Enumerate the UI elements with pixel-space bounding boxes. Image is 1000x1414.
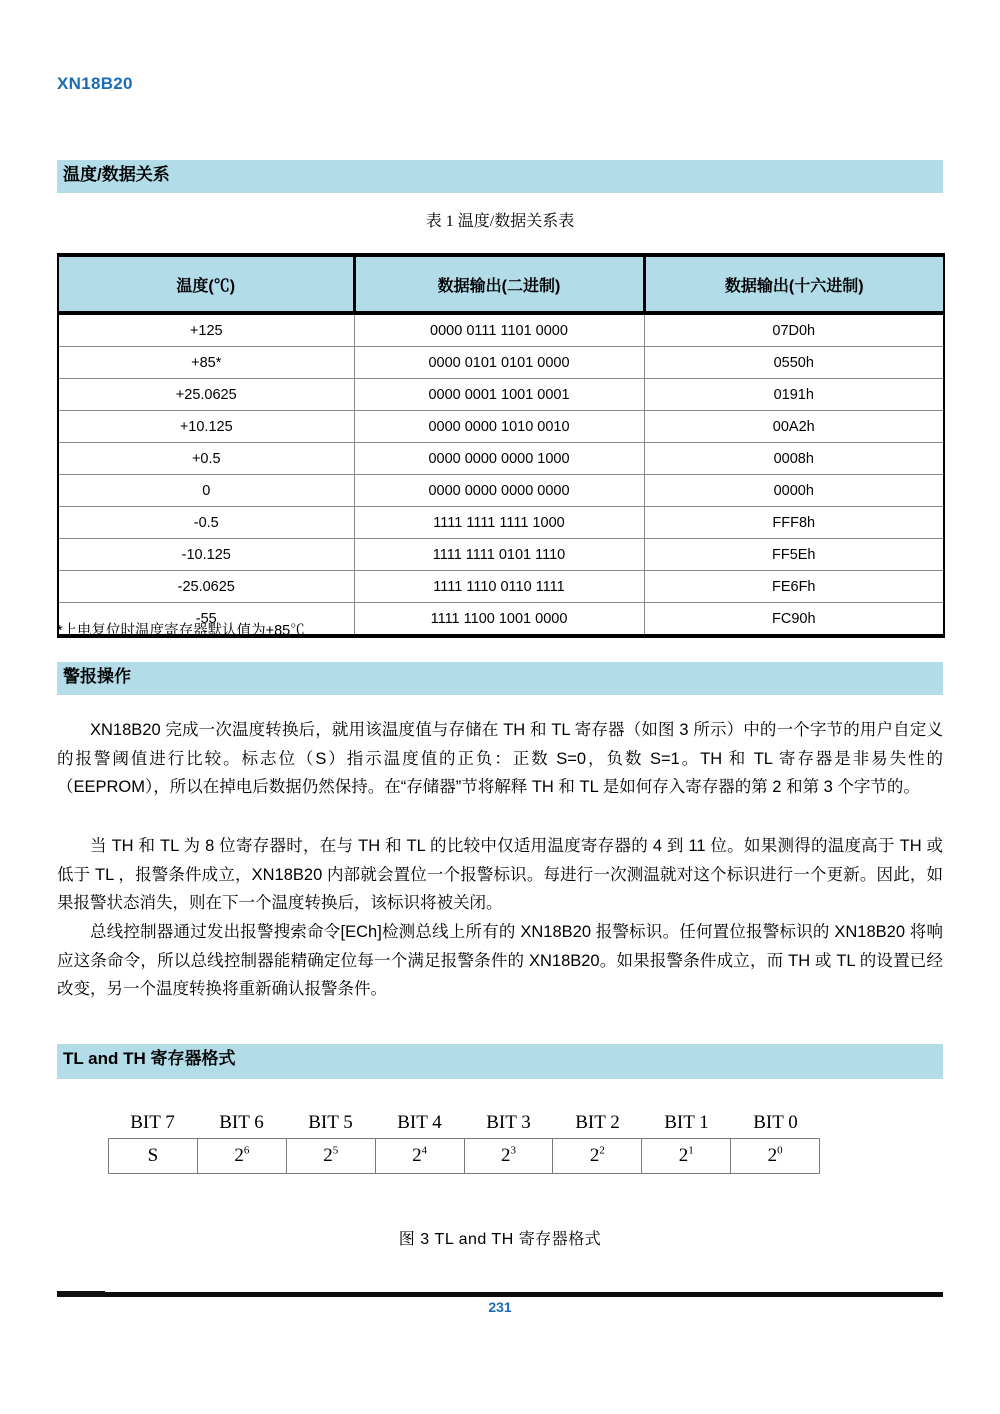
bit-label-5: BIT 5 — [308, 1112, 353, 1133]
cell-binary: 0000 0000 0000 1000 — [354, 443, 644, 475]
table-header-row — [58, 255, 944, 313]
cell-binary: 0000 0101 0101 0000 — [354, 347, 644, 379]
bit-label-2: BIT 2 — [575, 1112, 620, 1133]
bit-cell-row — [108, 1138, 820, 1174]
cell-binary: 1111 1111 1111 1000 — [354, 507, 644, 539]
section-header-tlth-label: TL and TH 寄存器格式 — [63, 1049, 236, 1068]
cell-binary: 1111 1110 0110 1111 — [354, 571, 644, 603]
footer-rule — [57, 1292, 943, 1297]
table-row — [58, 411, 944, 443]
cell-hex: FF5Eh — [644, 539, 944, 571]
table-row — [58, 539, 944, 571]
cell-hex: 07D0h — [644, 313, 944, 347]
bit-cell-5 — [287, 1139, 376, 1173]
section-header-alarm — [57, 662, 943, 695]
alarm-paragraph-2 — [57, 832, 943, 918]
cell-hex: 0550h — [644, 347, 944, 379]
bit-cell-4-base: 2 — [412, 1145, 422, 1166]
cell-temperature: +125 — [58, 313, 354, 347]
table-row — [58, 507, 944, 539]
bit-label-row — [108, 1112, 820, 1138]
cell-temperature: -25.0625 — [58, 571, 354, 603]
table-row — [58, 571, 944, 603]
cell-temperature: -0.5 — [58, 507, 354, 539]
bit-cell-6-exp: 6 — [243, 1144, 250, 1157]
table-row — [58, 313, 944, 347]
bit-label-0: BIT 0 — [753, 1112, 798, 1133]
bit-cell-7-base: S — [147, 1145, 159, 1166]
cell-hex: 00A2h — [644, 411, 944, 443]
cell-binary: 0000 0111 1101 0000 — [354, 313, 644, 347]
alarm-paragraph-2-text: 当 TH 和 TL 为 8 位寄存器时，在与 TH 和 TL 的比较中仅适用温度寄存器的 4 到 11 位。如果测得的温度高于 TH 或低于 TL ，报警条件成立，XN18B20 内部就会置位一个报警标识。每进行一次测温就对这个标识进行一个更新。因此，如果报警状态消失，则在下一个温度转换后，该标识将被关闭。 — [57, 837, 943, 912]
cell-hex: FE6Fh — [644, 571, 944, 603]
cell-temperature: 0 — [58, 475, 354, 507]
cell-temperature: +85* — [58, 347, 354, 379]
bit-cell-2 — [553, 1139, 642, 1173]
bit-cell-1-exp: 1 — [688, 1144, 694, 1157]
bit-cell-6-base: 2 — [234, 1145, 244, 1166]
bit-cell-0-base: 2 — [767, 1145, 778, 1166]
cell-temperature: -10.125 — [58, 539, 354, 571]
bit-cell-6 — [198, 1139, 287, 1173]
bit-cell-2-exp: 2 — [599, 1144, 605, 1157]
bit-cell-1-base: 2 — [678, 1145, 689, 1166]
bit-cell-4-exp: 4 — [421, 1144, 428, 1157]
footer-rule-accent — [57, 1291, 105, 1297]
cell-temperature: +25.0625 — [58, 379, 354, 411]
cell-hex: 0000h — [644, 475, 944, 507]
bit-cell-4 — [376, 1139, 465, 1173]
cell-hex: FC90h — [644, 603, 944, 637]
temperature-data-table — [57, 253, 945, 638]
section-header-tlth — [57, 1044, 943, 1079]
cell-hex: 0191h — [644, 379, 944, 411]
bit-label-4: BIT 4 — [397, 1112, 442, 1133]
bit-cell-5-base: 2 — [323, 1145, 333, 1166]
cell-temperature: +10.125 — [58, 411, 354, 443]
column-header-temperature: 温度(℃) — [58, 255, 354, 313]
alarm-paragraph-1-text: XN18B20 完成一次温度转换后，就用该温度值与存储在 TH 和 TL 寄存器（如图 3 所示）中的一个字节的用户自定义的报警阈值进行比较。标志位（S）指示温度值的正负：正数 S=0，负数 S=1。TH 和 TL 寄存器是非易失性的（EEPROM），所以在掉电后数据仍然保持。在“存储器”节将解释 TH 和 TL 是如何存入寄存器的第 2 和第 3 个字节的。 — [57, 721, 943, 796]
bit-label-6: BIT 6 — [219, 1112, 264, 1133]
tl-th-register-diagram — [108, 1112, 820, 1174]
cell-binary: 0000 0000 0000 0000 — [354, 475, 644, 507]
bit-cell-2-base: 2 — [589, 1145, 600, 1166]
table-row — [58, 475, 944, 507]
bit-label-1: BIT 1 — [664, 1112, 709, 1133]
bit-cell-1 — [642, 1139, 731, 1173]
alarm-paragraph-1 — [57, 716, 943, 802]
table-row — [58, 347, 944, 379]
alarm-paragraph-3 — [57, 918, 943, 1004]
page-number: 231 — [488, 1299, 512, 1315]
figure-caption: 图 3 TL and TH 寄存器格式 — [398, 1231, 602, 1248]
running-head: XN18B20 — [57, 74, 133, 93]
table-footnote: *上电复位时温度寄存器默认值为+85℃ — [57, 623, 305, 639]
bit-label-7: BIT 7 — [130, 1112, 175, 1133]
bit-cell-5-exp: 5 — [332, 1144, 339, 1157]
column-header-hex: 数据输出(十六进制) — [644, 255, 944, 313]
bit-label-3: BIT 3 — [486, 1112, 531, 1133]
cell-binary: 1111 1100 1001 0000 — [354, 603, 644, 637]
bit-cell-7 — [109, 1139, 198, 1173]
bit-cell-3 — [465, 1139, 554, 1173]
table-caption: 表 1 温度/数据关系表 — [425, 213, 575, 230]
cell-binary: 0000 0000 1010 0010 — [354, 411, 644, 443]
bit-cell-3-base: 2 — [500, 1145, 511, 1166]
section-header-temperature-label: 温度/数据关系 — [63, 165, 170, 184]
table-row — [58, 443, 944, 475]
bit-cell-0 — [731, 1139, 819, 1173]
cell-binary: 1111 1111 0101 1110 — [354, 539, 644, 571]
bit-cell-0-exp: 0 — [777, 1144, 783, 1157]
section-header-temperature — [57, 160, 943, 193]
table-row — [58, 379, 944, 411]
cell-temperature: +0.5 — [58, 443, 354, 475]
column-header-binary: 数据输出(二进制) — [354, 255, 644, 313]
cell-binary: 0000 0001 1001 0001 — [354, 379, 644, 411]
alarm-paragraph-3-text: 总线控制器通过发出报警搜索命令[ECh]检测总线上所有的 XN18B20 报警标识。任何置位报警标识的 XN18B20 将响应这条命令，所以总线控制器能精确定位每一个满足报警条件的 XN18B20。如果报警条件成立，而 TH 或 TL 的设置已经改变，另一个温度转换将重新确认报警条件。 — [57, 923, 943, 998]
bit-cell-3-exp: 3 — [510, 1144, 516, 1157]
cell-temperature: -55 — [58, 603, 354, 637]
section-header-alarm-label: 警报操作 — [63, 667, 131, 686]
cell-hex: 0008h — [644, 443, 944, 475]
cell-hex: FFF8h — [644, 507, 944, 539]
